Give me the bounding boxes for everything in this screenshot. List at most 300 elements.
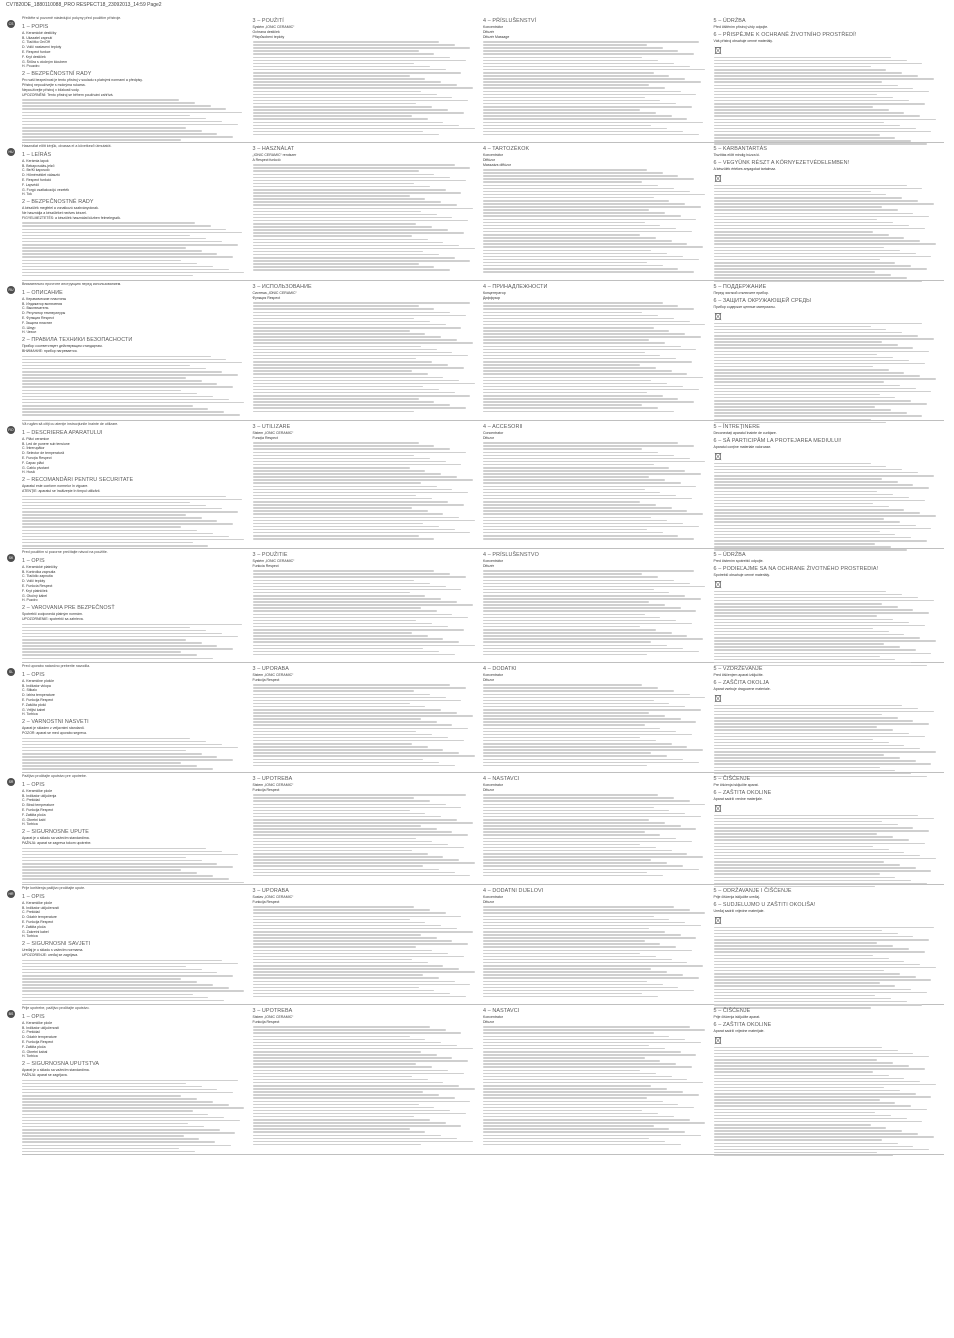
text-line-placeholder: [253, 263, 419, 265]
text-line-placeholder: [714, 509, 905, 511]
text-line-placeholder: [483, 215, 681, 217]
language-code-badge: HU: [8, 150, 14, 154]
text-line-placeholder: [253, 595, 426, 597]
text-line-placeholder: [253, 700, 462, 702]
text-line-placeholder: [714, 115, 921, 117]
crossed-bin-icon: [714, 312, 722, 321]
text-line-placeholder: [483, 610, 696, 612]
text-line-placeholder: [483, 1131, 685, 1133]
text-line-placeholder: [714, 415, 923, 417]
text-line-placeholder: [483, 743, 672, 745]
text-line-placeholder: [22, 882, 244, 884]
section-heading: 5 – ПОДДЕРЖАНИЕ: [713, 284, 767, 290]
text-line-placeholder: [253, 257, 455, 259]
list-item: Prije čišćenja isključite aparat.: [713, 1015, 761, 1019]
text-line-placeholder: [483, 517, 651, 519]
text-line-placeholder: [22, 499, 242, 501]
text-line-placeholder: [714, 870, 932, 872]
list-item: D. Selector de temperatură: [22, 451, 65, 456]
text-line-placeholder: [714, 1053, 914, 1055]
text-line-placeholder: [22, 639, 186, 641]
list-item: H. Husă: [22, 470, 35, 475]
text-line-placeholder: [714, 1050, 898, 1052]
text-line-placeholder: [483, 956, 656, 958]
text-line-placeholder: [714, 1127, 887, 1129]
text-line-placeholder: [483, 482, 681, 484]
text-line-placeholder: [483, 576, 658, 578]
list-item: Функция Respect: [252, 295, 281, 300]
text-line-placeholder: [714, 955, 873, 957]
crossed-bin-icon: [714, 694, 722, 703]
list-item: Aparat je u skladu sa važećim standardima.: [22, 1068, 90, 1073]
text-line-placeholder: [483, 458, 690, 460]
text-line-placeholder: [253, 177, 451, 179]
text-line-placeholder: [22, 402, 244, 404]
text-line-placeholder: [253, 529, 455, 531]
text-line-placeholder: [483, 1045, 649, 1047]
text-line-placeholder: [22, 130, 202, 132]
text-line-placeholder: [253, 865, 424, 867]
text-line-placeholder: [22, 1080, 238, 1082]
text-line-placeholder: [483, 765, 647, 767]
list-item: Spotrebič obsahuje cenné materiály.: [713, 572, 770, 577]
text-line-placeholder: [483, 507, 672, 509]
text-line-placeholder: [483, 931, 665, 933]
text-line-placeholder: [253, 614, 453, 616]
section-heading: 4 – PŘÍSLUŠENSTVÍ: [483, 18, 537, 24]
text-line-placeholder: [253, 956, 464, 958]
text-line-placeholder: [253, 617, 469, 619]
text-column-3: [483, 1004, 714, 1154]
text-line-placeholder: [483, 461, 705, 463]
text-line-placeholder: [714, 745, 905, 747]
language-section-ro: [8, 420, 944, 549]
text-line-placeholder: [483, 645, 667, 647]
text-line-placeholder: [22, 869, 181, 871]
text-line-placeholder: [253, 442, 419, 444]
text-line-placeholder: [253, 743, 412, 745]
text-line-placeholder: [483, 1085, 651, 1087]
text-line-placeholder: [22, 648, 233, 650]
text-line-placeholder: [253, 749, 444, 751]
text-line-placeholder: [253, 223, 417, 225]
section-heading: 3 – UPORABA: [252, 666, 289, 672]
text-line-placeholder: [253, 217, 453, 219]
text-line-placeholder: [714, 378, 936, 380]
list-item: Диффузор: [483, 295, 501, 300]
text-line-placeholder: [253, 513, 444, 515]
list-item: B. Ukazatel zapnutí: [22, 35, 53, 40]
text-line-placeholder: [714, 830, 930, 832]
text-line-placeholder: [253, 651, 439, 653]
text-line-placeholder: [253, 1070, 448, 1072]
text-line-placeholder: [253, 1054, 437, 1056]
list-item: H. Torbica: [22, 934, 38, 939]
text-line-placeholder: [253, 684, 451, 686]
text-line-placeholder: [22, 1126, 204, 1128]
text-line-placeholder: [483, 1073, 656, 1075]
text-line-placeholder: [483, 302, 663, 304]
list-item: Koncentrator: [483, 1015, 504, 1019]
text-line-placeholder: [22, 750, 186, 752]
text-line-placeholder: [483, 755, 667, 757]
text-line-placeholder: [483, 78, 685, 80]
list-item: Přizpůsobení teploty: [252, 34, 285, 39]
section-heading: 3 – UTILIZARE: [252, 424, 291, 430]
text-line-placeholder: [253, 928, 457, 930]
section-heading: 2 – RECOMANDĂRI PENTRU SECURITATE: [22, 477, 134, 484]
section-heading: 6 – PODIEĽAJME SA NA OCHRANE ŽIVOTNÉHO PROSTREDIA!: [713, 565, 879, 572]
text-line-placeholder: [22, 118, 206, 120]
text-line-placeholder: [253, 706, 426, 708]
text-line-placeholder: [714, 1090, 900, 1092]
text-line-placeholder: [483, 804, 705, 806]
text-line-placeholder: [253, 912, 446, 914]
text-line-placeholder: [714, 818, 934, 820]
text-line-placeholder: [714, 265, 912, 267]
text-line-placeholder: [714, 1093, 916, 1095]
section-heading: 6 – PŘISPĚJME K OCHRANĚ ŽIVOTNÍHO PROSTŘEDÍ!: [713, 31, 857, 38]
text-line-placeholder: [253, 112, 464, 114]
text-line-placeholder: [22, 272, 244, 274]
section-heading: 3 – UPOTREBA: [252, 1008, 293, 1014]
text-line-placeholder: [22, 851, 222, 853]
list-item: Masszázs diffúzor: [483, 162, 511, 167]
text-line-placeholder: [483, 987, 678, 989]
text-line-placeholder: [483, 1091, 683, 1093]
text-line-placeholder: [714, 836, 894, 838]
text-line-placeholder: [483, 318, 674, 320]
text-line-placeholder: [714, 936, 914, 938]
text-line-placeholder: [253, 804, 446, 806]
list-item: Uređaj sadrži vrijedne materijale.: [713, 908, 765, 913]
text-line-placeholder: [253, 220, 469, 222]
text-line-placeholder: [483, 234, 640, 236]
text-line-placeholder: [483, 617, 660, 619]
text-line-placeholder: [714, 484, 914, 486]
text-line-placeholder: [253, 118, 428, 120]
text-line-placeholder: [483, 971, 667, 973]
text-line-placeholder: [253, 461, 446, 463]
crossed-bin-icon: [714, 580, 722, 589]
list-item: F. Lapvédő: [22, 182, 40, 187]
text-line-placeholder: [22, 396, 213, 398]
text-line-placeholder: [22, 645, 217, 647]
text-line-placeholder: [22, 266, 213, 268]
text-line-placeholder: [253, 592, 410, 594]
text-line-placeholder: [483, 386, 683, 388]
text-line-placeholder: [483, 479, 665, 481]
text-line-placeholder: [253, 1104, 419, 1106]
section-heading: 1 – OPIS: [22, 893, 45, 900]
section-heading: 5 – ODRŽAVANJE I ČIŠĆENJE: [713, 888, 792, 894]
text-line-placeholder: [714, 757, 900, 759]
text-line-placeholder: [253, 981, 455, 983]
text-line-placeholder: [253, 1125, 462, 1127]
text-line-placeholder: [483, 373, 687, 375]
text-line-placeholder: [483, 1128, 669, 1130]
text-line-placeholder: [714, 594, 903, 596]
text-line-placeholder: [714, 537, 912, 539]
text-line-placeholder: [253, 940, 453, 942]
text-line-placeholder: [714, 354, 878, 356]
text-line-placeholder: [483, 977, 699, 979]
text-line-placeholder: [483, 50, 678, 52]
text-line-placeholder: [714, 338, 934, 340]
list-item: D. Volič nastavení teploty: [22, 45, 62, 50]
text-line-placeholder: [714, 628, 873, 630]
text-line-placeholder: [253, 752, 460, 754]
text-line-placeholder: [714, 597, 918, 599]
text-line-placeholder: [483, 501, 640, 503]
section-heading: 4 – ПРИНАДЛЕЖНОСТИ: [483, 284, 548, 290]
text-line-placeholder: [22, 972, 217, 974]
list-item: Ochrana destiček: [252, 29, 280, 34]
text-line-placeholder: [253, 984, 471, 986]
text-line-placeholder: [714, 708, 918, 710]
list-item: E. Funkcia Respect: [22, 583, 53, 588]
text-line-placeholder: [253, 813, 426, 815]
text-line-placeholder: [22, 275, 193, 277]
text-line-placeholder: [483, 209, 649, 211]
text-line-placeholder: [483, 336, 701, 338]
text-line-placeholder: [714, 256, 932, 258]
text-line-placeholder: [253, 72, 462, 74]
text-line-placeholder: [483, 339, 649, 341]
language-code-badge: CS: [8, 22, 14, 26]
text-line-placeholder: [483, 794, 658, 796]
text-line-placeholder: [22, 969, 202, 971]
text-line-placeholder: [22, 759, 233, 761]
list-item: F. Kryt destiček: [22, 54, 46, 59]
text-line-placeholder: [22, 654, 197, 656]
text-line-placeholder: [714, 640, 936, 642]
text-line-placeholder: [714, 1155, 894, 1157]
list-item: H. Tok: [22, 192, 32, 197]
text-line-placeholder: [483, 473, 701, 475]
text-line-placeholder: [483, 72, 654, 74]
intro-text: Pažljivo pročitajte uputstvo pre upotrebe.: [22, 774, 87, 778]
text-line-placeholder: [714, 69, 887, 71]
section-heading: 2 – SIGURNOSNI SAVJETI: [22, 941, 91, 948]
text-line-placeholder: [22, 368, 206, 370]
text-line-placeholder: [22, 380, 202, 382]
section-heading: 5 – ČIŠĆENJE: [713, 776, 751, 782]
list-item: B. Indikator uključenosti: [22, 905, 59, 910]
text-line-placeholder: [253, 919, 410, 921]
text-line-placeholder: [483, 1057, 645, 1059]
text-column-1: [22, 884, 253, 1004]
text-line-placeholder: [22, 263, 197, 265]
text-line-placeholder: [714, 357, 894, 359]
text-line-placeholder: [253, 762, 439, 764]
text-line-placeholder: [483, 604, 665, 606]
text-line-placeholder: [253, 370, 412, 372]
crossed-bin-icon: [714, 46, 722, 55]
list-item: Difuzér: [483, 29, 495, 34]
text-line-placeholder: [253, 69, 446, 71]
text-line-placeholder: [483, 800, 690, 802]
text-line-placeholder: [253, 517, 460, 519]
text-line-placeholder: [22, 523, 233, 525]
section-heading: 6 – SĂ PARTICIPĂM LA PROTEJAREA MEDIULUI!: [713, 437, 842, 444]
text-line-placeholder: [253, 78, 426, 80]
text-line-placeholder: [253, 734, 433, 736]
text-line-placeholder: [22, 738, 190, 740]
text-line-placeholder: [483, 529, 647, 531]
text-line-placeholder: [483, 838, 676, 840]
text-line-placeholder: [22, 1132, 235, 1134]
text-line-placeholder: [714, 375, 921, 377]
section-heading: 6 – ZAŠTITA OKOLINE: [713, 1021, 772, 1028]
text-line-placeholder: [22, 1148, 179, 1150]
text-line-placeholder: [714, 634, 905, 636]
text-line-placeholder: [22, 1151, 195, 1153]
text-line-placeholder: [714, 222, 894, 224]
text-line-placeholder: [714, 1143, 898, 1145]
list-item: C. Prekidač: [22, 1030, 41, 1035]
text-line-placeholder: [714, 1105, 912, 1107]
text-line-placeholder: [253, 715, 473, 717]
text-line-placeholder: [483, 934, 681, 936]
text-line-placeholder: [253, 1042, 442, 1044]
text-line-placeholder: [253, 131, 424, 133]
text-line-placeholder: [253, 361, 433, 363]
text-line-placeholder: [253, 1073, 464, 1075]
text-line-placeholder: [714, 403, 927, 405]
list-item: Pred čiščenjem aparat izključite.: [713, 673, 764, 677]
text-line-placeholder: [714, 1084, 936, 1086]
text-line-placeholder: [253, 229, 448, 231]
text-line-placeholder: [22, 624, 242, 626]
text-line-placeholder: [714, 91, 930, 93]
text-line-placeholder: [714, 733, 909, 735]
list-item: A. Keramične plošče: [22, 678, 55, 683]
section-heading: 3 – ИСПОЛЬЗОВАНИЕ: [252, 284, 312, 290]
text-line-placeholder: [714, 729, 894, 731]
list-item: UPOZORNĚNÍ: Tento přístroj se během používání zahřívá.: [22, 92, 114, 97]
text-line-placeholder: [483, 922, 685, 924]
text-line-placeholder: [714, 188, 923, 190]
list-item: D. Odabir temperature: [22, 1035, 57, 1040]
text-line-placeholder: [714, 78, 934, 80]
text-line-placeholder: [483, 912, 705, 914]
text-line-placeholder: [253, 352, 453, 354]
text-line-placeholder: [714, 1056, 930, 1058]
text-line-placeholder: [253, 245, 460, 247]
list-item: Spotrebič zodpovedá platným normám.: [22, 612, 83, 617]
list-item: Aparat je u skladu sa važećim standardima.: [22, 836, 90, 841]
text-line-placeholder: [483, 648, 683, 650]
text-line-placeholder: [714, 827, 914, 829]
text-line-placeholder: [22, 963, 238, 965]
list-item: Система „IONIC CERAMIC“: [252, 291, 297, 295]
text-line-placeholder: [714, 631, 889, 633]
list-item: B. Indikator vklopa: [22, 683, 51, 688]
section-heading: 2 – BEZPEČNOSTNÉ RADY: [22, 199, 94, 206]
text-line-placeholder: [22, 1095, 181, 1097]
text-line-placeholder: [714, 400, 912, 402]
list-item: ATENŢIE: aparatul se încălzeşte în timpul utilizării.: [22, 489, 101, 494]
text-line-placeholder: [253, 401, 435, 403]
text-line-placeholder: [714, 754, 885, 756]
list-item: Difuzor: [483, 435, 495, 440]
text-line-placeholder: [22, 269, 229, 271]
text-line-placeholder: [714, 1121, 923, 1123]
text-line-placeholder: [253, 1101, 471, 1103]
text-line-placeholder: [714, 103, 925, 105]
text-line-placeholder: [22, 399, 229, 401]
text-line-placeholder: [253, 128, 475, 130]
text-line-placeholder: [253, 201, 442, 203]
text-line-placeholder: [714, 619, 894, 621]
list-item: Sustav „IONIC CERAMIC“: [252, 895, 294, 899]
text-line-placeholder: [714, 600, 934, 602]
list-item: H. Torbica: [22, 1054, 38, 1059]
section-heading: 5 – VZDRŽEVANJE: [713, 666, 763, 672]
text-line-placeholder: [253, 1079, 428, 1081]
list-item: PAŽNJA: aparat se zagreva tokom upotrebe.: [22, 841, 92, 846]
text-line-placeholder: [714, 259, 880, 261]
text-line-placeholder: [253, 186, 430, 188]
text-line-placeholder: [483, 734, 692, 736]
text-line-placeholder: [714, 942, 878, 944]
text-line-placeholder: [253, 476, 457, 478]
text-line-placeholder: [253, 57, 451, 59]
text-line-placeholder: [714, 277, 907, 279]
text-line-placeholder: [253, 971, 475, 973]
text-line-placeholder: [483, 690, 674, 692]
text-line-placeholder: [483, 185, 658, 187]
text-line-placeholder: [253, 862, 475, 864]
list-item: B. Bekapcsolás-jelző: [22, 163, 55, 168]
text-line-placeholder: [714, 72, 903, 74]
text-line-placeholder: [253, 174, 435, 176]
list-item: A. Keramičke ploče: [22, 1020, 53, 1025]
text-line-placeholder: [253, 501, 448, 503]
text-line-placeholder: [714, 119, 936, 121]
text-line-placeholder: [253, 404, 451, 406]
text-line-placeholder: [714, 622, 909, 624]
text-line-placeholder: [483, 383, 667, 385]
list-item: Koncentrátor: [483, 559, 504, 563]
recycling-notice: [714, 1036, 939, 1045]
text-line-placeholder: [714, 998, 891, 1000]
text-line-placeholder: [22, 136, 233, 138]
text-line-placeholder: [253, 825, 421, 827]
text-line-placeholder: [253, 1076, 412, 1078]
text-line-placeholder: [253, 1032, 462, 1034]
text-line-placeholder: [22, 981, 197, 983]
text-line-placeholder: [714, 521, 900, 523]
text-line-placeholder: [22, 756, 217, 758]
text-line-placeholder: [483, 225, 660, 227]
text-column-1: [22, 14, 253, 142]
text-line-placeholder: [253, 1119, 430, 1121]
language-code-badge: HR: [8, 892, 14, 896]
text-line-placeholder: [483, 595, 685, 597]
section-heading: 5 – KARBANTARTÁS: [713, 146, 768, 152]
text-line-placeholder: [22, 256, 233, 258]
text-line-placeholder: [253, 937, 437, 939]
text-line-placeholder: [483, 169, 647, 171]
recycling-notice: [714, 452, 939, 461]
recycling-notice: [714, 804, 939, 813]
text-line-placeholder: [253, 239, 428, 241]
text-line-placeholder: [22, 232, 242, 234]
text-column-1: [22, 280, 253, 420]
text-line-placeholder: [483, 305, 678, 307]
